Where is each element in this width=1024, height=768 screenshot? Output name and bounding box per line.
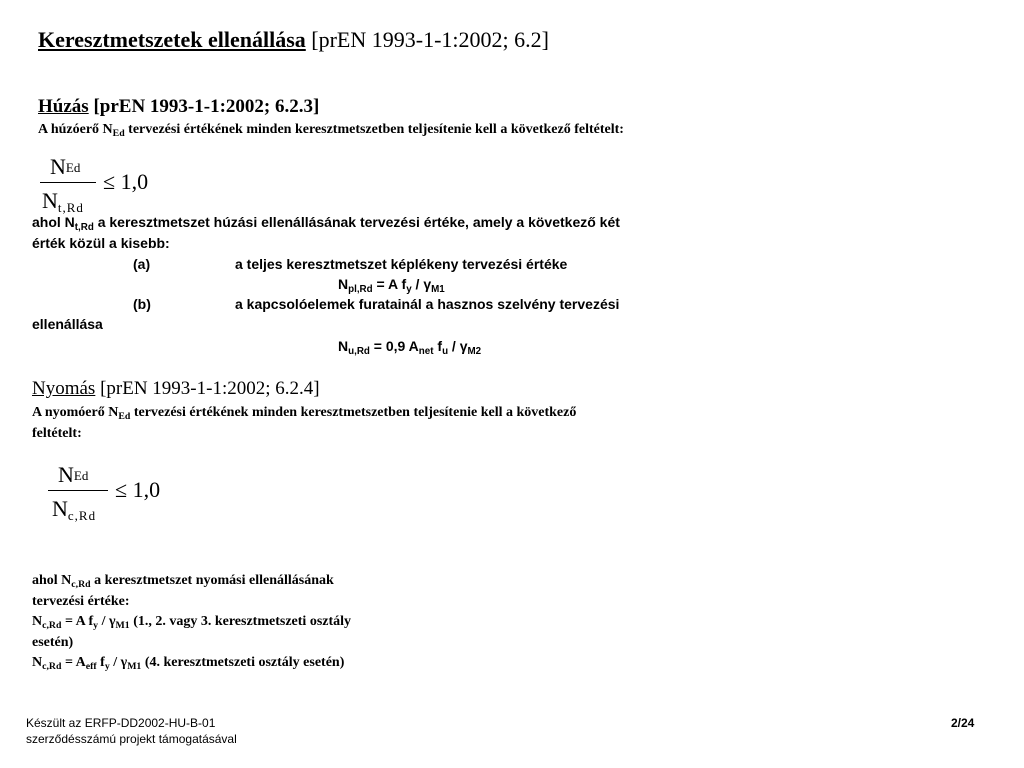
compression-fraction-bar (48, 490, 108, 491)
tension-where-line1: ahol $N_{t,Rd}$ a keresztmetszet húzási ellenállásának tervezési értéke, amely a következő két (32, 214, 620, 233)
compression-heading-label: Nyomás (32, 378, 96, 399)
title-main: Keresztmetszetek ellenállása (38, 27, 306, 52)
compression-heading-ref: [prEN 1993-1-1:2002; 6.2.4] (95, 378, 320, 399)
footer-line1: Készült az ERFP-DD2002-HU-B-01 (26, 716, 216, 730)
item-b-text: a kapcsolóelemek furatainál a hasznos szelvény tervezési (235, 296, 620, 312)
tension-fraction-bar (40, 182, 96, 183)
tension-formula-numerator: NEd (50, 154, 81, 179)
compression-formula-numerator: NEd (58, 462, 89, 487)
compression-where-line2: tervezési értéke: (32, 594, 130, 609)
tension-heading (38, 96, 319, 118)
compression-intro: A nyomóerő $N_{Ed}$ tervezési értékének minden keresztmetszetben teljesítenie kell a következő (32, 405, 577, 422)
item-a-formula: $N_{pl,Rd} = A$ $f_y / \gamma_{M1}$ (338, 276, 445, 295)
item-a-text: a teljes keresztmetszet képlékeny tervezési értéke (235, 256, 568, 272)
compression-where-line1: ahol $N_{c,Rd}$ a keresztmetszet nyomási ellenállásának (32, 573, 334, 590)
tension-heading-ref: [prEN 1993-1-1:2002; 6.2.3] (88, 96, 320, 117)
compression-formula-denominator: $N_{c,Rd}$ (52, 496, 97, 523)
item-a-label: (a) (133, 256, 151, 272)
page-title (38, 27, 549, 53)
footer-line2: szerződésszámú projekt támogatásával (26, 732, 237, 746)
item-b-label: (b) (133, 296, 151, 312)
compression-formula-relation: ≤ 1,0 (115, 477, 161, 502)
tension-where-line2: érték közül a kisebb: (32, 235, 170, 251)
tension-formula-denominator: $N_{t,Rd}$ (42, 188, 84, 215)
tension-formula-relation: ≤ 1,0 (103, 169, 149, 194)
compression-intro-line2: feltételt: (32, 426, 82, 441)
tension-intro: A húzóerő $N_{Ed}$ tervezési értékének minden keresztmetszetben teljesítenie kell a következő feltételt: (38, 122, 624, 139)
compression-formula-2: $N_{c,Rd} = A_{eff}$ $f_y / \gamma_{M1}$ (4. keresztmetszeti osztály esetén) (32, 655, 345, 672)
compression-heading (32, 378, 320, 400)
page-number: 2/24 (951, 716, 975, 730)
title-ref: [prEN 1993-1-1:2002; 6.2] (305, 27, 549, 52)
item-b-line2: ellenállása (32, 316, 103, 332)
compression-formula-1-line2: esetén) (32, 635, 74, 650)
compression-formula-1: $N_{c,Rd} = A$ $f_y / \gamma_{M1}$ (1., 2. vagy 3. keresztmetszeti osztály (32, 614, 352, 631)
item-b-formula: $N_{u,Rd} = 0,9$ $A_{net}$ $f_u / \gamma_{M2}$ (338, 338, 482, 357)
tension-heading-label: Húzás (38, 96, 89, 117)
